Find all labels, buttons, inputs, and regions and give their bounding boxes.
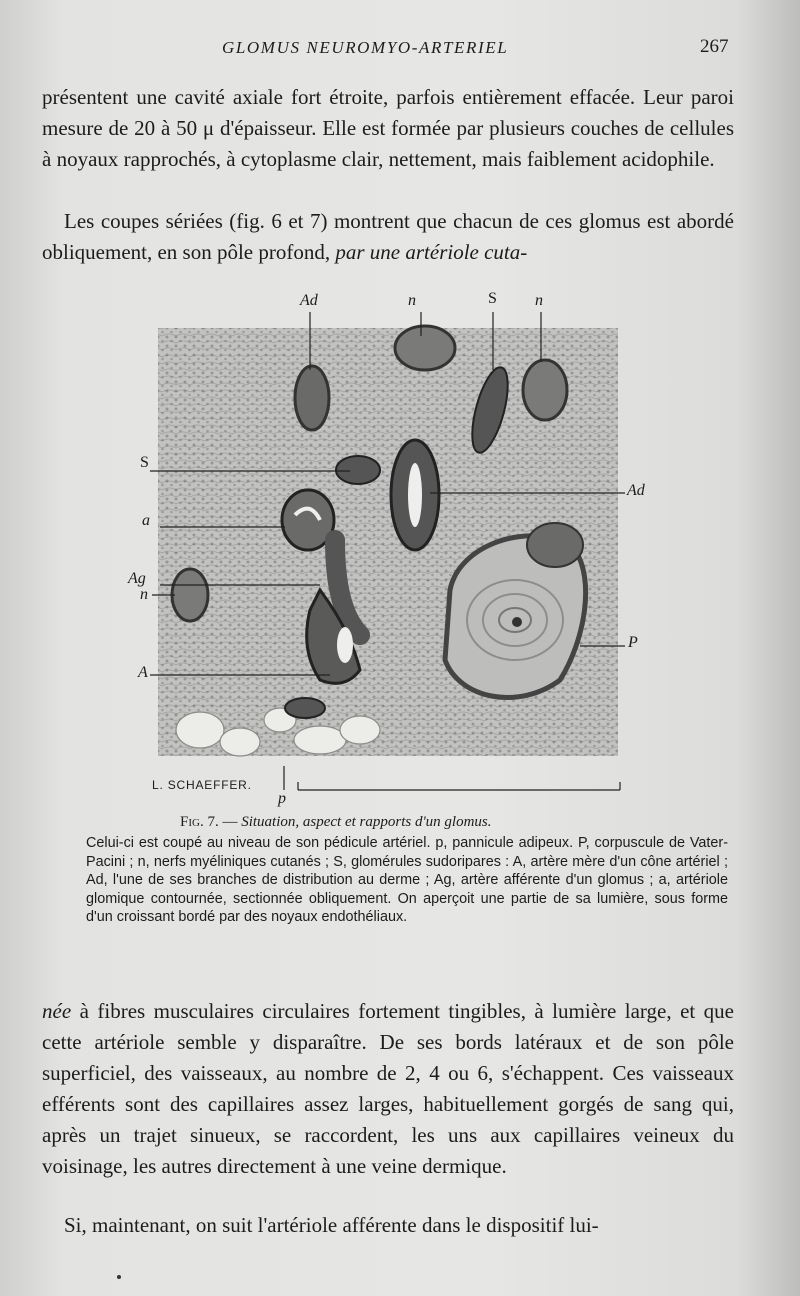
page-number: 267 <box>700 36 729 57</box>
label-a-mother: A <box>138 664 148 681</box>
label-n-left: n <box>140 586 148 603</box>
nerve-top-2 <box>523 360 567 420</box>
label-a-left: a <box>142 512 150 529</box>
paragraph-2-text: Les coupes sériées (fig. 6 et 7) montrent que chacun de ces glomus est abordé obliquement, en son pôle profond, <box>42 209 734 264</box>
figure-title: Situation, aspect et rapports d'un glomus. <box>241 814 492 830</box>
sweat-gland-left <box>336 456 380 484</box>
label-n-top-1: n <box>408 292 416 309</box>
nerve-left <box>172 569 208 621</box>
ink-dot <box>117 1275 121 1279</box>
paragraph-3-italic: née <box>42 999 72 1023</box>
label-n-top-2: n <box>535 292 543 309</box>
label-ag-left: Ag <box>128 570 146 587</box>
label-s-top: S <box>488 290 497 307</box>
paragraph-3 <box>42 996 734 1182</box>
small-vessel-bottom <box>285 698 325 718</box>
vessel-ad-top <box>295 366 329 430</box>
paragraph-1: présentent une cavité axiale fort étroite, parfois entièrement effacée. Leur paroi mesure de 20 à 50 μ d'épaisseur. Elle est formée par plusieurs couches de cellules à noyaux rapprochés, à cytoplasme clair, nettement, mais faiblement acidophile. <box>42 85 734 171</box>
figure-caption-title <box>180 814 492 831</box>
paragraph-2 <box>42 206 734 268</box>
label-p-bottom: p <box>278 790 286 807</box>
figure-number: Fig. 7. <box>180 814 219 830</box>
label-ad-top: Ad <box>300 292 318 309</box>
figure-caption-text: Celui-ci est coupé au niveau de son pédicule artériel. p, pannicule adipeux. P, corpuscule de Vater-Pacini ; n, nerfs myéliniques cutanés ; S, glomérules sudoripares : A, artère mère d'un cône artériel ; Ad, l'une de ses branches de distribution au derme ; Ag, artère afférente d'un glomus ; a, artériole glomique contournée, sectionnée obliquement. On aperçoit une partie de sa lumière, sous forme d'un croissant bordé par des noyaux endothéliaux. <box>86 835 728 925</box>
paragraph-3-text: à fibres musculaires circulaires fortement tingibles, à lumière large, et que cette artériole semble y disparaître. De ses bords latéraux et de son pôle superficiel, des vaisseaux, au nombre de 2, 4 ou 6, s'échappent. Ces vaisseaux efférents sont des capillaires assez larges, habituellement gorgés de sang qui, après un trajet sinueux, se raccordent, les uns aux capillaires veineux du voisinage, les autres directement à une veine dermique. <box>42 999 734 1178</box>
running-head-title: GLOMUS NEUROMYO-ARTERIEL <box>222 38 509 57</box>
nerve-top-1 <box>395 326 455 370</box>
histology-illustration <box>120 290 660 810</box>
paragraph-4: Si, maintenant, on suit l'artériole afférente dans le dispositif lui- <box>64 1213 599 1237</box>
paragraph-2-italic: par une artériole cuta- <box>335 240 528 264</box>
running-head <box>0 38 800 64</box>
caption-dash: — <box>218 814 242 830</box>
histology-figure <box>120 290 660 810</box>
label-s-left: S <box>140 454 149 471</box>
label-p-right: P <box>628 634 638 651</box>
sweat-gland-right <box>527 523 583 567</box>
label-ad-right: Ad <box>627 482 645 499</box>
artist-signature: L. SCHAEFFER. <box>152 778 252 792</box>
